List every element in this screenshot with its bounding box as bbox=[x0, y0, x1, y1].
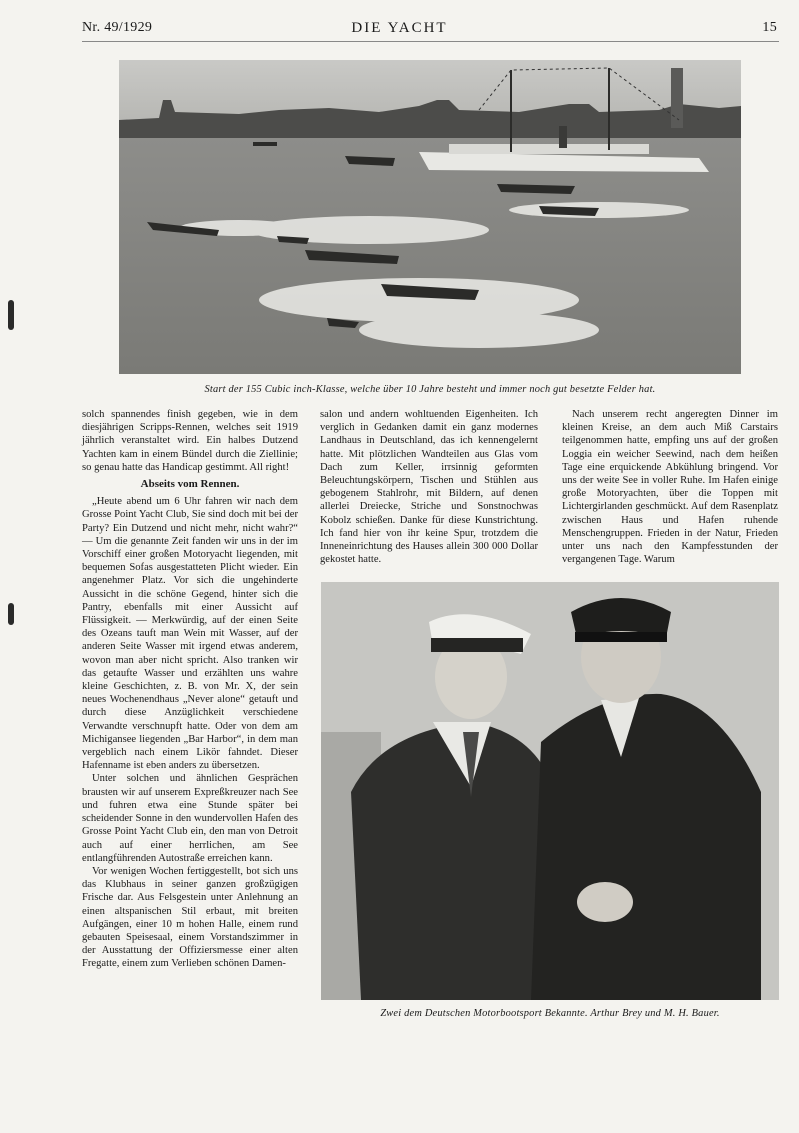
binding-mark-lower bbox=[8, 603, 14, 625]
article-column-2 bbox=[320, 408, 538, 566]
portrait-photo-caption: Zwei dem Deutschen Motorbootsport Bekannte. Arthur Brey und M. H. Bauer. bbox=[380, 1008, 720, 1019]
paragraph: solch spannendes finish gegeben, wie in dem diesjährigen Scripps-Rennen, welches seit 1919 jährlich veranstaltet wird. Ein halbes Dutzend Yachten kam in einem Bündel durch die Ziellinie; so genau hatte das Handicap gestimmt. All right! bbox=[82, 409, 298, 473]
journal-title: DIE YACHT bbox=[351, 20, 448, 36]
paragraph: salon und andern wohltuenden Eigenheiten. Ich verglich in Gedanken damit ein ganz modernes Landhaus in Deutschland, das ich kennengelernt hatte. Mit plötzlichen Wandteilen aus Glas vom Dach zum Keller, irrsinnig geformten Beleuchtungskörpern, Tischen und Stühlen aus gebogenem Stahlrohr, mit Bildern, auf denen allerlei Dreiecke, Striche und Sonstnochwas Kobolz schießen. Danke für diese Kunstrichtung. Ich fand hier von ihr keine Spur, trotzdem die Inneneinrichtung des Hauses allein 300 000 Dollar gekostet hatte. bbox=[320, 409, 538, 566]
race-photo-caption: Start der 155 Cubic inch-Klasse, welche über 10 Jahre besteht und immer noch gut besetzte Felder hat. bbox=[204, 384, 656, 395]
issue-number: Nr. 49/1929 bbox=[82, 20, 153, 35]
header-rule bbox=[82, 41, 779, 42]
section-heading: Abseits vom Rennen. bbox=[140, 478, 240, 491]
page-number: 15 bbox=[762, 20, 777, 35]
paragraph: Nach unserem recht angeregten Dinner im kleinen Kreise, an dem auch Miß Carstairs teilgenommen hatte, empfing uns auf der großen Loggia ein weicher Seewind, nach dem heißen Tage eine erquickende Abkühlung bringend. Vor uns der weite See in voller Ruhe. Im Hafen einige große Motoryachten, über die Toppen mit Lichtergirlanden geschmückt. Auf dem Rasenplatz zwischen Haus und Hafen ruhende Menschengruppen. Frieden in der Natur, Frieden unter uns nach den Kampfesstunden der vergangenen Tage. Warum bbox=[562, 409, 778, 566]
article-column-3 bbox=[562, 408, 778, 566]
paragraph: Unter solchen und ähnlichen Gesprächen brausten wir auf unserem Expreßkreuzer nach See und fuhren etwa eine Stunde später bei scheidender Sonne in den wundervollen Hafen des Grosse Point Yacht Club ein, den man von Detroit auch auf einer herrlichen, am See entlangführenden Autostraße erreichen kann. bbox=[82, 773, 298, 864]
binding-mark bbox=[8, 300, 14, 330]
paragraph: Vor wenigen Wochen fertiggestellt, bot sich uns das Klubhaus in seiner ganzen großzügigen Frische dar. Aus Felsgestein unter Anlehnung an einen altspanischen Stil erbaut, mit breiten Aufgängen, einer 10 m hohen Halle, einem rund gebauten Speisesaal, einem Vorstandszimmer in der Ausstattung der Offiziersmesse einer alten Fregatte, einem zum Verlieben schönen Damen- bbox=[82, 865, 298, 970]
article-column-1 bbox=[82, 408, 298, 971]
portrait-photo bbox=[321, 582, 779, 1000]
paragraph: „Heute abend um 6 Uhr fahren wir nach dem Grosse Point Yacht Club, Sie sind doch mit bei der Party? Ein Dutzend und nicht mehr, nicht wahr?“ — Um die genannte Zeit fanden wir uns in der im Vorschiff einer großen Motoryacht liegenden, mit bequemen Sofas ausgestatteten Plicht wieder. Ein angenehmer Platz. Vor sich die ungehinderte Aussicht in die schöne Gegend, hinter sich die Pantry, ebenfalls mit einer Aussicht auf Flüssigkeit. — Merkwürdig, auf der einen Seite des Ozeans tauft man Wein mit Wasser, auf der anderen Seite Wasser mit irgend etwas anderem, wovon man aber nicht spricht. Also tranken wir das getaufte Wasser und erzählten uns wahre kleine Geschichten, z. B. von Mr. X, der sein neues Wochenendhaus „Never alone“ getauft und durch diese Anzüglichkeit verschiedene Verwandte verschnupft hatte. Oder von dem am Michigansee liegenden „Bar Harbor“, in dem man vergeblich nach einem Likör fahndet. Dieser Hafenname ist eben anders zu übersetzen. bbox=[82, 496, 298, 772]
race-photo bbox=[119, 60, 741, 374]
